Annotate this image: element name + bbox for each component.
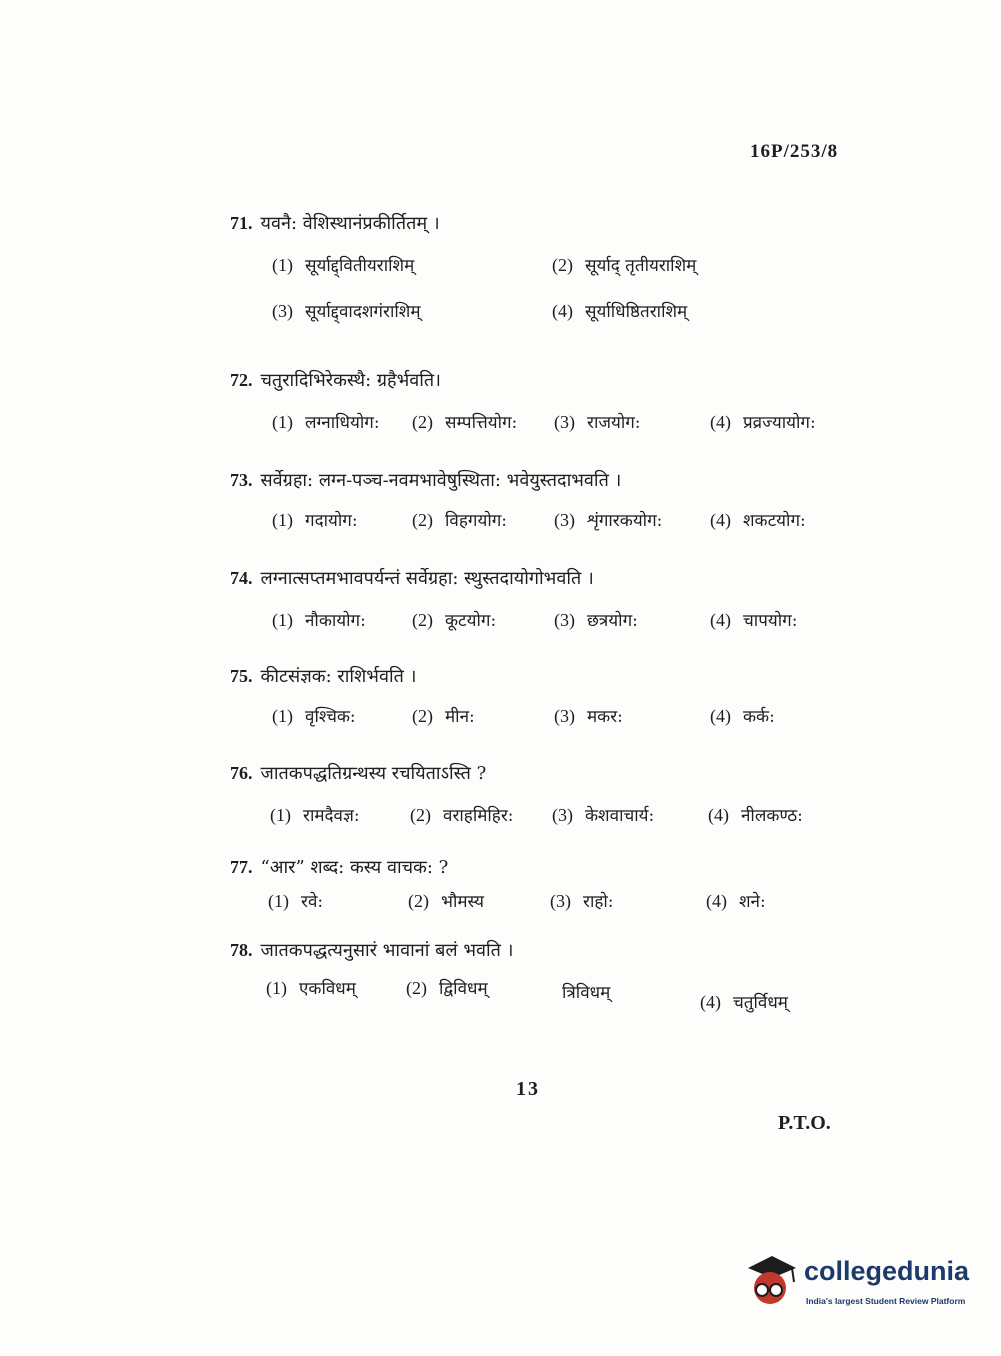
question-number: 74.: [230, 568, 253, 588]
question-76: [230, 761, 930, 843]
question-stem: [230, 761, 930, 785]
option-1: (1) सूर्याद्द्वितीयराशिम्: [272, 255, 415, 276]
option-4: (4) चतुर्विधम्: [700, 992, 788, 1013]
option-3: (3) मकर:: [554, 706, 623, 727]
option-4: (4) कर्क:: [710, 706, 775, 727]
option-4: (4) नीलकण्ठ:: [708, 805, 803, 826]
question-text: लग्नात्सप्तमभावपर्यन्तं सर्वेग्रहा: स्थुस्तदायोगोभवति ।: [260, 568, 594, 589]
option-2: (2) वराहमिहिर:: [410, 805, 514, 826]
question-78: [230, 938, 930, 1016]
option-4: (4) चापयोग:: [710, 610, 798, 631]
option-2: (2) विहगयोग:: [412, 510, 508, 531]
option-1: (1) नौकायोग:: [272, 610, 366, 631]
question-text: कीटसंज्ञक: राशिर्भवति ।: [260, 666, 417, 687]
question-number: 78.: [230, 940, 253, 960]
question-71: [230, 211, 930, 339]
question-text: यवनै: वेशिस्थानंप्रकीर्तितम् ।: [260, 213, 440, 234]
option-2: (2) द्विविधम्: [406, 978, 488, 999]
question-stem: [230, 938, 930, 962]
question-stem: [230, 855, 930, 879]
option-2: (2) सूर्याद् तृतीयराशिम्: [552, 255, 697, 276]
option-4: (4) शने:: [706, 891, 766, 912]
mascot-icon: [742, 1250, 800, 1308]
question-text: जातकपद्धतिग्रन्थस्य रचयिताऽस्ति ?: [260, 763, 487, 784]
question-77: [230, 855, 930, 929]
option-3: (3) सूर्याद्द्वादशगंराशिम्: [272, 301, 421, 322]
question-72: [230, 368, 930, 450]
option-3: (3) केशवाचार्य:: [552, 805, 655, 826]
option-3: (3) राजयोग:: [554, 412, 641, 433]
option-2: (2) भौमस्य: [408, 891, 484, 912]
question-number: 71.: [230, 213, 253, 233]
collegedunia-logo: [742, 1250, 972, 1310]
question-number: 73.: [230, 470, 253, 490]
option-3: त्रिविधम्: [562, 983, 611, 1003]
option-1: (1) रामदैवज्ञ:: [270, 805, 360, 826]
option-1: (1) लग्नाधियोग:: [272, 412, 380, 433]
question-text: सर्वेग्रहा: लग्न-पञ्च-नवमभावेषुस्थिता: भवेयुस्तदाभवति ।: [260, 470, 622, 491]
brand-name: collegedunia: [804, 1256, 970, 1286]
question-75: [230, 664, 930, 744]
paper-code: 16P/253/8: [750, 141, 839, 162]
question-stem: [230, 211, 930, 235]
pto-label: P.T.O.: [778, 1112, 831, 1134]
question-stem: [230, 664, 930, 688]
option-1: (1) एकविधम्: [266, 978, 356, 999]
question-text: चतुरादिभिरेकस्थै: ग्रहैर्भवति।: [260, 370, 441, 391]
option-1: (1) रवे:: [268, 891, 324, 912]
option-4: (4) सूर्याधिष्ठितराशिम्: [552, 301, 688, 322]
option-3: (3) छत्रयोग:: [554, 610, 638, 631]
question-number: 77.: [230, 857, 253, 877]
option-1: (1) वृश्चिक:: [272, 706, 356, 727]
question-stem: [230, 566, 930, 590]
option-2: (2) कूटयोग:: [412, 610, 497, 631]
option-4: (4) शकटयोग:: [710, 510, 806, 531]
question-number: 76.: [230, 763, 253, 783]
question-text: जातकपद्धत्यनुसारं भावानां बलं भवति ।: [260, 940, 514, 961]
question-74: [230, 566, 930, 648]
option-3: (3) राहो:: [550, 891, 614, 912]
option-3: (3) शृंगारकयोग:: [554, 510, 663, 531]
question-73: [230, 468, 930, 548]
question-stem: [230, 468, 930, 492]
option-4: (4) प्रव्रज्यायोग:: [710, 412, 816, 433]
page-number: 13: [516, 1078, 540, 1100]
option-2: (2) मीन:: [412, 706, 475, 727]
question-number: 75.: [230, 666, 253, 686]
option-2: (2) सम्पत्तियोग:: [412, 412, 518, 433]
question-stem: [230, 368, 930, 392]
brand-tagline: India's largest Student Review Platform: [806, 1296, 966, 1306]
question-number: 72.: [230, 370, 253, 390]
option-1: (1) गदायोग:: [272, 510, 358, 531]
question-text: “आर” शब्द: कस्य वाचक: ?: [260, 857, 449, 878]
